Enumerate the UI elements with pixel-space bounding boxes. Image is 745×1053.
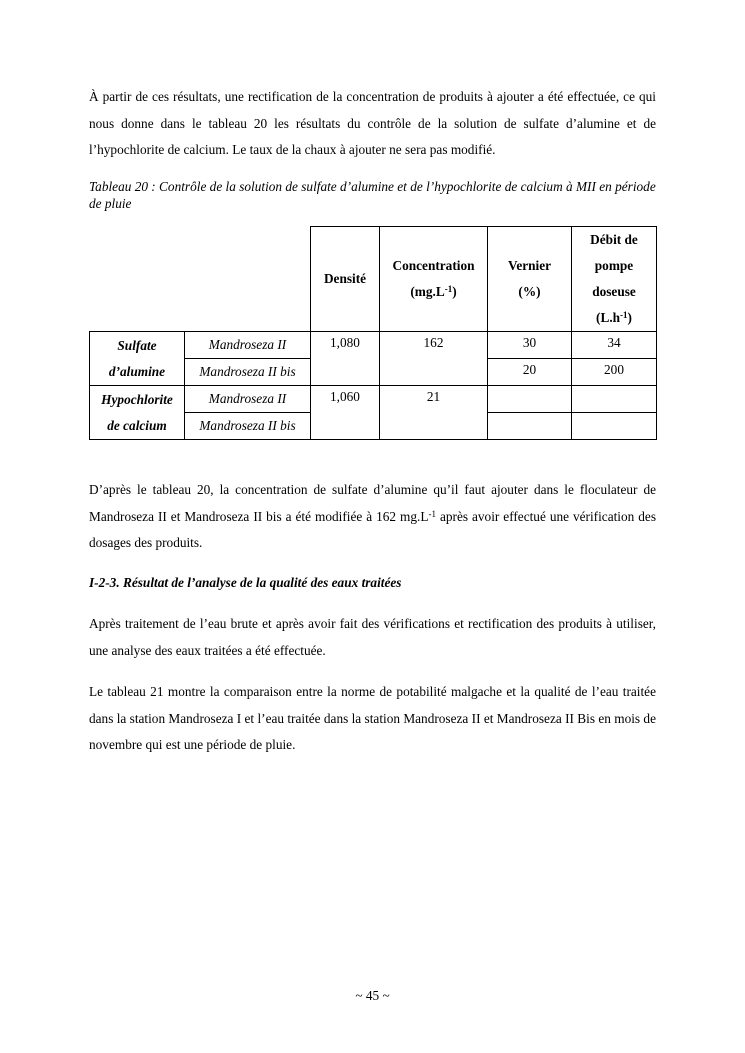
section-paragraph-1: Après traitement de l’eau brute et après avoir fait des vérifications et rectification des produits à utiliser, une analyse des eaux traitées a été effectuée.	[89, 616, 656, 658]
vernier-cell: 20	[488, 359, 572, 386]
debit-cell	[572, 386, 657, 413]
densite-cell: 1,060	[311, 386, 380, 440]
debit-cell	[572, 413, 657, 440]
after-table-paragraph: D’après le tableau 20, la concentration de sulfate d’alumine qu’il faut ajouter dans le floculateur de Mandroseza II et Mandroseza II bis a été modifiée à 162 $mg.L^{-1}$ après avoir effectué une vérification des dosages des produits.	[89, 482, 656, 550]
group-label-hypochlorite: Hypochlorite de calcium	[90, 386, 185, 440]
table-caption: Tableau 20 : Contrôle de la solution de sulfate d’alumine et de l’hypochlorite de calcium à MII en période de pluie	[89, 178, 656, 211]
group-label-sulfate: Sulfate d’alumine	[90, 332, 185, 386]
intro-block	[89, 84, 656, 212]
station-cell: Mandroseza II bis	[185, 413, 311, 440]
header-debit: Débit de pompe doseuse $(L.h^{-1})$	[572, 227, 657, 332]
debit-cell: 34	[572, 332, 657, 359]
table-row	[90, 332, 657, 359]
table-20	[89, 226, 657, 440]
header-vernier: Vernier (%)	[488, 227, 572, 332]
after-table-block	[89, 477, 656, 557]
station-cell: Mandroseza II	[185, 332, 311, 359]
station-cell: Mandroseza II	[185, 386, 311, 413]
concentration-cell: 21	[380, 386, 488, 440]
section-paragraph-2-block	[89, 679, 656, 759]
section-heading-block	[89, 570, 656, 596]
debit-cell: 200	[572, 359, 657, 386]
vernier-cell	[488, 386, 572, 413]
section-paragraph-2: Le tableau 21 montre la comparaison entre la norme de potabilité malgache et la qualité de l’eau traitée dans la station Mandroseza I et l’eau traitée dans la station Mandroseza II et Mandroseza II Bis en mois de novembre qui est une période de pluie.	[89, 684, 656, 752]
densite-cell: 1,080	[311, 332, 380, 386]
header-densite: Densité	[311, 227, 380, 332]
table-header-row	[90, 227, 657, 332]
intro-paragraph: À partir de ces résultats, une rectification de la concentration de produits à ajouter a été effectuée, ce qui nous donne dans le tableau 20 les résultats du contrôle de la solution de sulfate d’alumine et de l’hypochlorite de calcium. Le taux de la chaux à ajouter ne sera pas modifié.	[89, 89, 656, 157]
header-concentration: Concentration $(mg.L^{-1})$	[380, 227, 488, 332]
page-number: ~ 45 ~	[355, 988, 390, 1003]
station-cell: Mandroseza II bis	[185, 359, 311, 386]
table-row	[90, 386, 657, 413]
table-corner-blank	[90, 227, 311, 332]
section-paragraph-1-block	[89, 611, 656, 664]
vernier-cell: 30	[488, 332, 572, 359]
vernier-cell	[488, 413, 572, 440]
section-heading: I-2-3. Résultat de l’analyse de la qualité des eaux traitées	[89, 575, 402, 590]
concentration-cell: 162	[380, 332, 488, 386]
